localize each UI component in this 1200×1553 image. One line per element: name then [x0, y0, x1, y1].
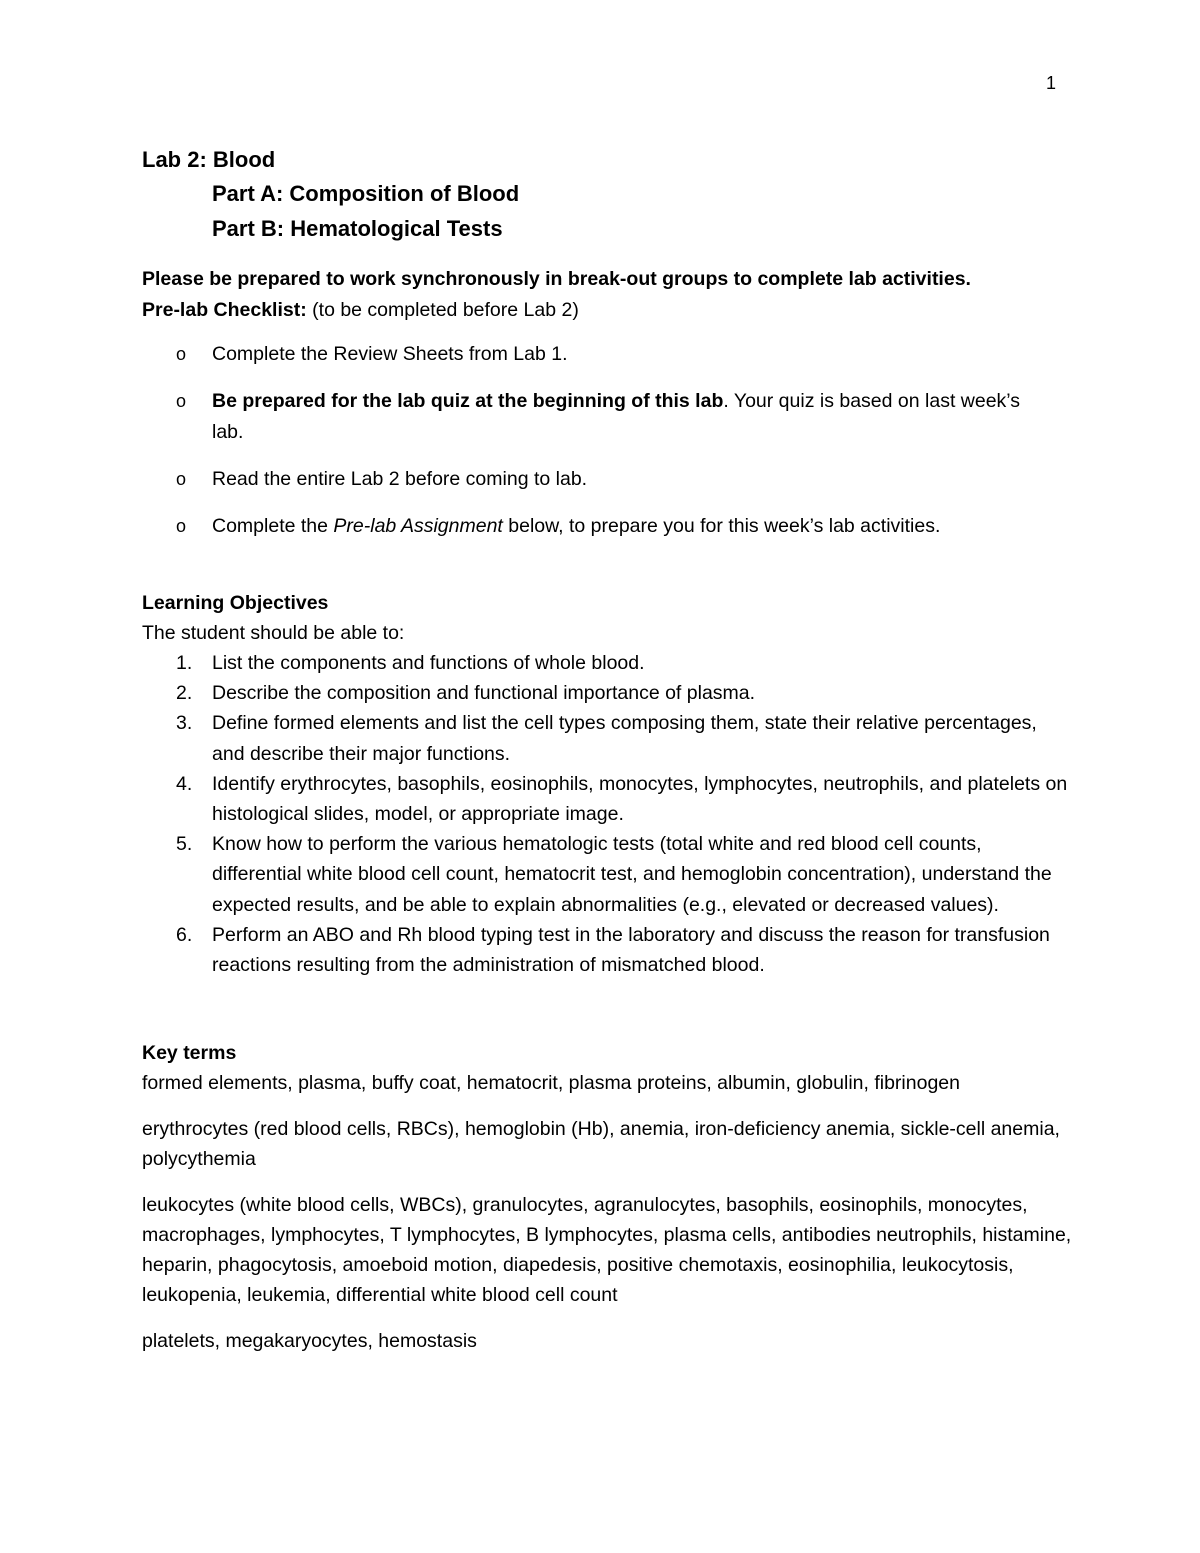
objective-number: 3.: [176, 712, 193, 735]
objectives-list: [142, 648, 1072, 980]
checklist-item: [142, 386, 1042, 448]
objective-number: 2.: [176, 682, 193, 705]
checklist-note: (to be completed before Lab 2): [306, 299, 579, 321]
objective-text: Describe the composition and functional importance of plasma.: [212, 682, 756, 705]
key-terms-section: [142, 1038, 1072, 1372]
objectives-lead: The student should be able to:: [142, 622, 405, 644]
checklist-header: [142, 295, 971, 326]
title-block: [142, 143, 519, 246]
objective-text: Identify erythrocytes, basophils, eosinophils, monocytes, lymphocytes, neutrophils, and platelets on histological slides, model, or appropriate image.: [212, 772, 1068, 826]
checklist-item: [142, 339, 1042, 370]
checklist-item: [142, 464, 1042, 495]
checklist-item-text: Read the entire Lab 2 before coming to lab.: [212, 468, 588, 490]
checklist-label: Pre-lab Checklist:: [142, 299, 307, 321]
key-terms-blood-composition: formed elements, plasma, buffy coat, hematocrit, plasma proteins, albumin, globulin, fibrinogen: [142, 1072, 960, 1094]
bullet-icon: o: [176, 469, 187, 489]
objective-item: [142, 708, 1072, 768]
page-number: 1: [1046, 73, 1057, 93]
learning-objectives-heading: Learning Objectives: [142, 592, 329, 614]
key-terms-erythrocytes: erythrocytes (red blood cells, RBCs), hemoglobin (Hb), anemia, iron-deficiency anemia, sickle-cell anemia, polycythemia: [142, 1118, 1060, 1170]
intro-section: [142, 264, 971, 326]
objective-item: [142, 920, 1072, 980]
objective-number: 5.: [176, 833, 193, 856]
document-title: Lab 2: Blood: [142, 147, 276, 172]
checklist-item: [142, 511, 1042, 542]
prelab-assignment-reference: Pre-lab Assignment: [333, 515, 503, 537]
prelab-checklist: [142, 339, 1042, 558]
objective-number: 4.: [176, 772, 193, 795]
key-terms-platelets: platelets, megakaryocytes, hemostasis: [142, 1330, 477, 1352]
part-b-title: Part B: Hematological Tests: [212, 216, 503, 241]
checklist-item-text: Complete the: [212, 515, 334, 537]
bullet-icon: o: [176, 516, 187, 536]
objective-item: [142, 678, 1072, 708]
objective-text: Perform an ABO and Rh blood typing test in the laboratory and discuss the reason for transfusion reactions resulting from the administration of mismatched blood.: [212, 923, 1050, 977]
sync-notice: Please be prepared to work synchronously in break-out groups to complete lab activities.: [142, 268, 971, 290]
objective-text: Define formed elements and list the cell types composing them, state their relative percentages, and describe their major functions.: [212, 712, 1037, 765]
objective-number: 6.: [176, 923, 193, 946]
objective-number: 1.: [176, 652, 193, 674]
checklist-item-text: Complete the Review Sheets from Lab 1.: [212, 343, 568, 365]
key-terms-leukocytes: leukocytes (white blood cells, WBCs), granulocytes, agranulocytes, basophils, eosinophils, monocytes, macrophages, lymphocytes, T lymphocytes, B lymphocytes, plasma cells, antibodies neutrophils, histamine, heparin, phagocytosis, amoeboid motion, diapedesis, positive chemotaxis, eosinophilia, leukocytosis, leukopenia, leukemia, differential white blood cell count: [142, 1194, 1072, 1306]
bullet-icon: o: [176, 391, 187, 411]
objective-text: Know how to perform the various hematologic tests (total white and red blood cell counts, differential white blood cell count, hematocrit test, and hemoglobin concentration), understand the expected results, and be able to explain abnormalities (e.g., elevated or decreased values).: [212, 833, 1052, 916]
bullet-icon: o: [176, 344, 187, 364]
learning-objectives-section: [142, 588, 1072, 980]
key-terms-heading: Key terms: [142, 1042, 237, 1064]
checklist-item-text: below, to prepare you for this week’s lab activities.: [502, 515, 941, 537]
objective-item: [142, 648, 1072, 678]
objective-item: [142, 829, 1072, 920]
checklist-item-text: . Your quiz is based on last week’s lab.: [212, 390, 1021, 443]
checklist-item-bold: Be prepared for the lab quiz at the beginning of this lab: [212, 390, 724, 412]
part-a-title: Part A: Composition of Blood: [212, 181, 520, 206]
objective-item: [142, 769, 1072, 829]
objective-text: List the components and functions of whole blood.: [212, 652, 645, 674]
